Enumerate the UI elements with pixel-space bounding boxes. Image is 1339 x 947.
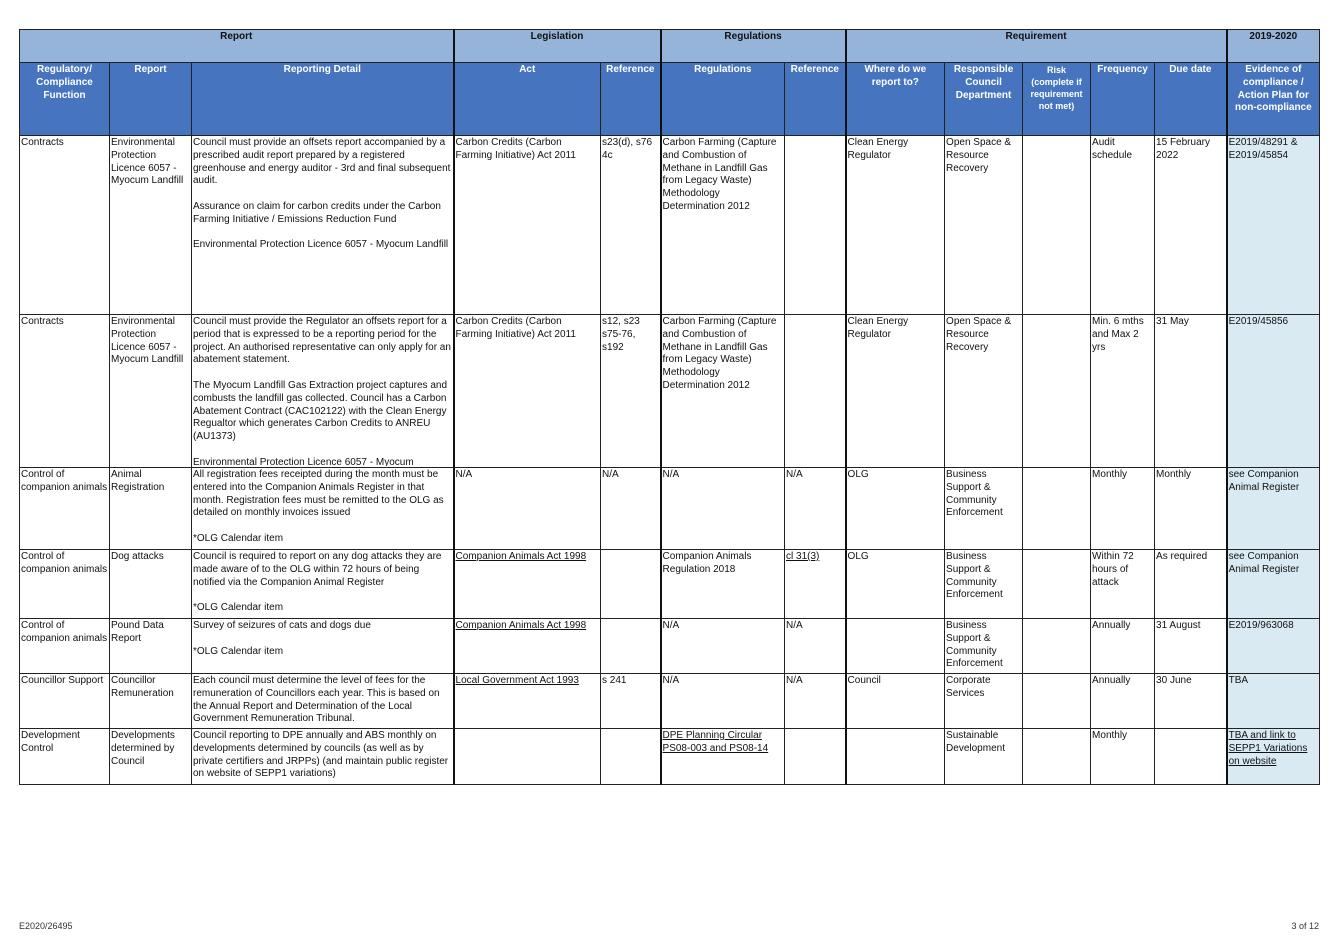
cell-report: Councillor Remuneration bbox=[110, 674, 192, 729]
cell-act-reference bbox=[601, 619, 661, 674]
cell-risk bbox=[1023, 136, 1091, 315]
cell-function: Councillor Support bbox=[20, 674, 110, 729]
col-detail: Reporting Detail bbox=[192, 63, 454, 136]
cell-reg-reference: N/A bbox=[785, 619, 846, 674]
table-row bbox=[20, 136, 1320, 315]
cell-detail: Council is required to report on any dog attacks they are made aware of to the OLG within 72 hours of being notified via the Companion Animal Register *OLG Calendar item bbox=[192, 550, 454, 619]
cell-function: Control of companion animals bbox=[20, 550, 110, 619]
cell-where: Clean Energy Regulator bbox=[846, 315, 945, 468]
cell-frequency: Audit schedule bbox=[1091, 136, 1155, 315]
cell-act-reference: s12, s23 s75-76, s192 bbox=[601, 315, 661, 468]
group-report: Report bbox=[20, 30, 454, 63]
cell-risk bbox=[1023, 550, 1091, 619]
cell-report: Environmental Protection Licence 6057 - Myocum Landfill bbox=[110, 136, 192, 315]
cell-regulations: N/A bbox=[661, 619, 785, 674]
cell-act: Carbon Credits (Carbon Farming Initiative) Act 2011 bbox=[454, 136, 601, 315]
cell-regulations: Carbon Farming (Capture and Combustion of Methane in Landfill Gas from Legacy Waste) Methodology Determination 2012 bbox=[661, 136, 785, 315]
cell-regulations: Companion Animals Regulation 2018 bbox=[661, 550, 785, 619]
cell-due-date: Monthly bbox=[1155, 468, 1227, 550]
cell-frequency: Within 72 hours of attack bbox=[1091, 550, 1155, 619]
cell-report: Animal Registration bbox=[110, 468, 192, 550]
cell-act-reference: s23(d), s76 4c bbox=[601, 136, 661, 315]
cell-department: Sustainable Development bbox=[945, 729, 1023, 785]
cell-where: OLG bbox=[846, 550, 945, 619]
group-regulations: Regulations bbox=[661, 30, 846, 63]
table-row bbox=[20, 619, 1320, 674]
cell-function: Contracts bbox=[20, 315, 110, 468]
cell-where bbox=[846, 619, 945, 674]
table-row bbox=[20, 315, 1320, 468]
cell-reg-reference: N/A bbox=[785, 468, 846, 550]
cell-evidence: E2019/45856 bbox=[1227, 315, 1320, 468]
col-due-date: Due date bbox=[1155, 63, 1227, 136]
cell-act-link[interactable]: Local Government Act 1993 bbox=[454, 674, 601, 729]
cell-regulations-link[interactable]: DPE Planning Circular PS08-003 and PS08-14 bbox=[661, 729, 785, 785]
cell-report: Environmental Protection Licence 6057 - Myocum Landfill bbox=[110, 315, 192, 468]
cell-act-link[interactable]: Companion Animals Act 1998 bbox=[454, 550, 601, 619]
cell-act: N/A bbox=[454, 468, 601, 550]
cell-detail: All registration fees receipted during the month must be entered into the Companion Animals Register in that month. Registration fees must be remitted to the OLG as detailed on monthly invoices issued *OLG Calendar item bbox=[192, 468, 454, 550]
cell-reg-reference bbox=[785, 315, 846, 468]
group-requirement: Requirement bbox=[846, 30, 1227, 63]
cell-risk bbox=[1023, 619, 1091, 674]
cell-act-reference bbox=[601, 729, 661, 785]
col-frequency: Frequency bbox=[1091, 63, 1155, 136]
cell-function: Development Control bbox=[20, 729, 110, 785]
cell-department: Business Support & Community Enforcement bbox=[945, 468, 1023, 550]
table-row bbox=[20, 729, 1320, 785]
cell-function: Control of companion animals bbox=[20, 619, 110, 674]
cell-regulations: N/A bbox=[661, 674, 785, 729]
cell-frequency: Annually bbox=[1091, 674, 1155, 729]
cell-where: Council bbox=[846, 674, 945, 729]
group-header-row bbox=[20, 30, 1320, 63]
cell-evidence: see Companion Animal Register bbox=[1227, 468, 1320, 550]
cell-where: Clean Energy Regulator bbox=[846, 136, 945, 315]
cell-risk bbox=[1023, 315, 1091, 468]
cell-act-reference: s 241 bbox=[601, 674, 661, 729]
cell-evidence-link[interactable]: TBA and link to SEPP1 Variations on website bbox=[1227, 729, 1320, 785]
cell-due-date bbox=[1155, 729, 1227, 785]
cell-regulations: Carbon Farming (Capture and Combustion of Methane in Landfill Gas from Legacy Waste) Methodology Determination 2012 bbox=[661, 315, 785, 468]
cell-detail: Survey of seizures of cats and dogs due *OLG Calendar item bbox=[192, 619, 454, 674]
col-reg-reference: Reference bbox=[785, 63, 846, 136]
group-year: 2019-2020 bbox=[1227, 30, 1320, 63]
col-risk: Risk (complete if requirement not met) bbox=[1023, 63, 1091, 136]
table-row bbox=[20, 550, 1320, 619]
cell-act bbox=[454, 729, 601, 785]
document-reference: E2020/26495 bbox=[19, 921, 73, 931]
cell-due-date: As required bbox=[1155, 550, 1227, 619]
cell-detail: Council reporting to DPE annually and ABS monthly on developments determined by councils (as well as by private certifiers and JRPPs) (and maintain public register on website of SEPP1 variations) bbox=[192, 729, 454, 785]
cell-risk bbox=[1023, 729, 1091, 785]
cell-detail: Council must provide an offsets report accompanied by a prescribed audit report prepared by a registered greenhouse and energy auditor - 3rd and final subsequent audit. Assurance on claim for carbon credits under the Carbon Farming Initiative / Emissions Reduction Fund Environmental Protection Licence 6057 - Myocum Landfill bbox=[192, 136, 454, 315]
cell-department: Business Support & Community Enforcement bbox=[945, 550, 1023, 619]
cell-due-date: 31 August bbox=[1155, 619, 1227, 674]
cell-reg-reference bbox=[785, 729, 846, 785]
column-header-row bbox=[20, 63, 1320, 136]
cell-act-reference bbox=[601, 550, 661, 619]
cell-reg-reference: N/A bbox=[785, 674, 846, 729]
col-where: Where do we report to? bbox=[846, 63, 945, 136]
page-number: 3 of 12 bbox=[1291, 921, 1319, 931]
cell-due-date: 31 May bbox=[1155, 315, 1227, 468]
cell-regulations: N/A bbox=[661, 468, 785, 550]
cell-reg-reference-link[interactable]: cl 31(3) bbox=[785, 550, 846, 619]
cell-detail: Council must provide the Regulator an offsets report for a period that is expressed to be a reporting period for the project. An authorised representative can only apply for an abatement statement. The Myocum Landfill Gas Extraction project captures and combusts the landfill gas collected. Council has a Carbon Abatement Contract (CAC102122) with the Clean Energy Regualtor which generates Carbon Credits to ANREU (AU1373) Environmental Protection Licence 6057 - Myocum bbox=[192, 315, 454, 468]
group-legislation: Legislation bbox=[454, 30, 661, 63]
cell-department: Open Space & Resource Recovery bbox=[945, 136, 1023, 315]
cell-report: Pound Data Report bbox=[110, 619, 192, 674]
cell-frequency: Annually bbox=[1091, 619, 1155, 674]
cell-department: Business Support & Community Enforcement bbox=[945, 619, 1023, 674]
col-regulations: Regulations bbox=[661, 63, 785, 136]
cell-function: Control of companion animals bbox=[20, 468, 110, 550]
table-row bbox=[20, 674, 1320, 729]
compliance-register-table bbox=[19, 29, 1320, 785]
cell-evidence: TBA bbox=[1227, 674, 1320, 729]
cell-frequency: Monthly bbox=[1091, 729, 1155, 785]
cell-evidence: see Companion Animal Register bbox=[1227, 550, 1320, 619]
cell-risk bbox=[1023, 468, 1091, 550]
cell-risk bbox=[1023, 674, 1091, 729]
cell-act-link[interactable]: Companion Animals Act 1998 bbox=[454, 619, 601, 674]
col-act-reference: Reference bbox=[601, 63, 661, 136]
col-department: Responsible Council Department bbox=[945, 63, 1023, 136]
cell-report: Developments determined by Council bbox=[110, 729, 192, 785]
cell-department: Open Space & Resource Recovery bbox=[945, 315, 1023, 468]
cell-department: Corporate Services bbox=[945, 674, 1023, 729]
cell-act: Carbon Credits (Carbon Farming Initiative) Act 2011 bbox=[454, 315, 601, 468]
cell-evidence: E2019/963068 bbox=[1227, 619, 1320, 674]
cell-frequency: Min. 6 mths and Max 2 yrs bbox=[1091, 315, 1155, 468]
cell-where bbox=[846, 729, 945, 785]
cell-reg-reference bbox=[785, 136, 846, 315]
cell-detail: Each council must determine the level of fees for the remuneration of Councillors each year. This is based on the Annual Report and Determination of the Local Government Remuneration Tribunal. bbox=[192, 674, 454, 729]
col-report: Report bbox=[110, 63, 192, 136]
cell-due-date: 30 June bbox=[1155, 674, 1227, 729]
col-act: Act bbox=[454, 63, 601, 136]
col-function: Regulatory/ Compliance Function bbox=[20, 63, 110, 136]
cell-frequency: Monthly bbox=[1091, 468, 1155, 550]
cell-act-reference: N/A bbox=[601, 468, 661, 550]
cell-evidence: E2019/48291 & E2019/45854 bbox=[1227, 136, 1320, 315]
cell-where: OLG bbox=[846, 468, 945, 550]
col-evidence: Evidence of compliance / Action Plan for non-compliance bbox=[1227, 63, 1320, 136]
cell-function: Contracts bbox=[20, 136, 110, 315]
cell-report: Dog attacks bbox=[110, 550, 192, 619]
table-row bbox=[20, 468, 1320, 550]
cell-due-date: 15 February 2022 bbox=[1155, 136, 1227, 315]
